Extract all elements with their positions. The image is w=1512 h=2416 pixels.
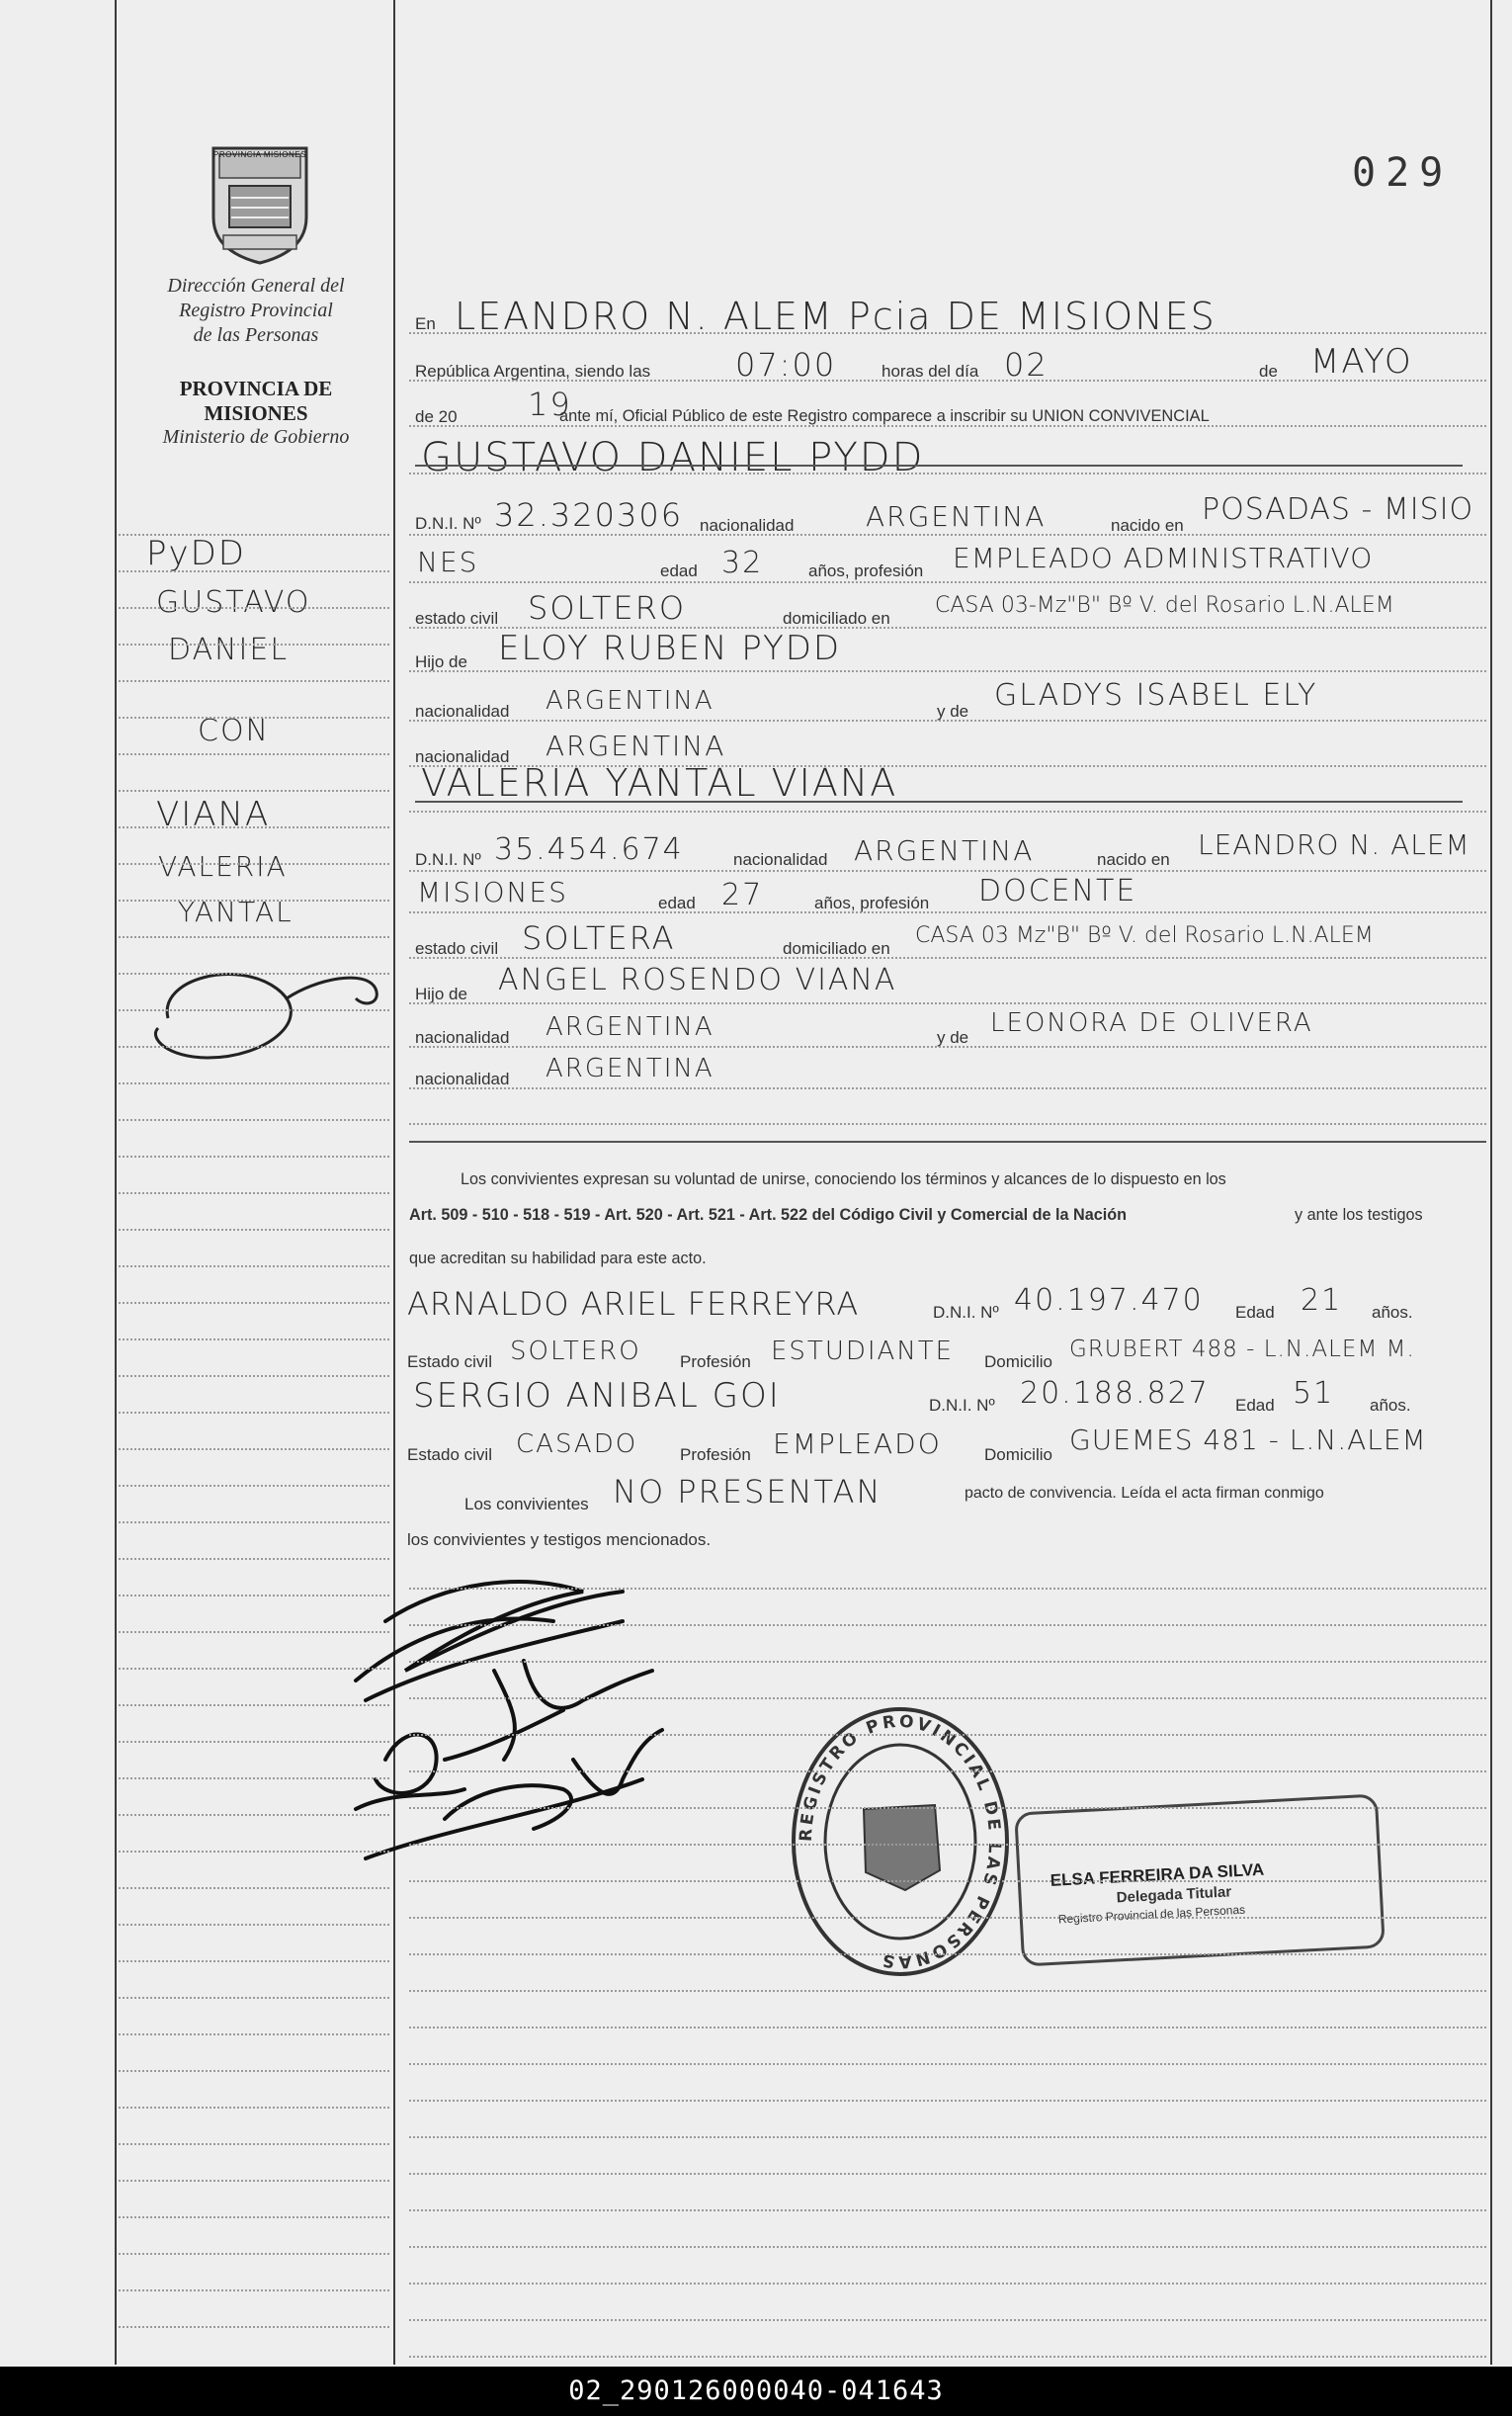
margin-note-1: PyDD (146, 534, 246, 573)
label-p2-address: domiciliado en (783, 939, 890, 958)
form-dotted-line (409, 473, 1486, 475)
margin-dotted-line (119, 2180, 389, 2182)
form-dotted-line (409, 765, 1486, 767)
margin-dotted-line (119, 973, 389, 975)
center-margin-rule (393, 0, 395, 2365)
province-line-1: PROVINCIA DE (179, 377, 333, 400)
margin-dotted-line (119, 1485, 389, 1487)
act-day: 02 (1004, 346, 1049, 384)
p1-father-nationality: ARGENTINA (546, 686, 714, 716)
p2-mother: LEONORA DE OLIVERA (990, 1008, 1313, 1038)
p2-nationality: ARGENTINA (854, 834, 1035, 867)
form-dotted-line (409, 1087, 1486, 1089)
margin-dotted-line (119, 2070, 389, 2072)
agency-line-3: de las Personas (193, 324, 319, 346)
w1-profession: ESTUDIANTE (771, 1337, 955, 1366)
label-w1-profession: Profesión (680, 1352, 751, 1371)
form-dotted-line (409, 1880, 1486, 1882)
margin-note-4: CON (198, 714, 271, 748)
p1-mother-nationality: ARGENTINA (546, 730, 726, 762)
margin-dotted-line (119, 1851, 389, 1853)
w1-civil-status: SOLTERO (510, 1337, 641, 1366)
margin-dotted-line (119, 1887, 389, 1889)
label-w1-anos: años. (1372, 1303, 1413, 1322)
left-margin-rule (115, 0, 117, 2365)
form-dotted-line (409, 425, 1486, 427)
name-underline (415, 801, 1463, 803)
p1-father: ELOY RUBEN PYDD (498, 629, 842, 668)
stamp-official-name: ELSA FERREIRA DA SILVA (1050, 1859, 1265, 1890)
label-p2-birthplace: nacido en (1097, 850, 1170, 869)
margin-dotted-line (119, 863, 389, 865)
w2-dni: 20.188.827 (1020, 1376, 1210, 1411)
margin-dotted-line (119, 1046, 389, 1048)
label-w2-age: Edad (1235, 1396, 1275, 1415)
p1-dni: 32.320306 (494, 496, 684, 534)
form-dotted-line (409, 1046, 1486, 1048)
margin-dotted-line (119, 900, 389, 902)
p1-nationality: ARGENTINA (866, 500, 1047, 533)
label-p1-dni: D.N.I. Nº (415, 514, 481, 533)
logo-text: PROVINCIA MISIONES (213, 150, 306, 159)
label-p1-nationality: nacionalidad (700, 516, 795, 535)
act-year: 19 (528, 386, 572, 423)
margin-dotted-line (119, 1741, 389, 1743)
form-dotted-line (409, 581, 1486, 583)
form-dotted-line (409, 2209, 1486, 2211)
form-dotted-line (409, 2136, 1486, 2138)
voluntad-line-2: Art. 509 - 510 - 518 - 519 - Art. 520 - Art. 521 - Art. 522 del Código Civil y Comercial de la Nación (409, 1206, 1127, 1224)
label-p2-nationality: nacionalidad (733, 850, 828, 869)
label-w1-address: Domicilio (984, 1352, 1052, 1371)
label-p2-mother: y de (937, 1028, 969, 1047)
label-w2-civil: Estado civil (407, 1445, 492, 1464)
label-p1-address: domiciliado en (783, 609, 890, 628)
label-p2-dni: D.N.I. Nº (415, 850, 481, 869)
p2-mother-nationality: ARGENTINA (546, 1054, 714, 1083)
form-dotted-line (409, 870, 1486, 872)
label-p1-mother: y de (937, 702, 969, 721)
form-dotted-line (409, 2173, 1486, 2175)
w2-civil-status: CASADO (516, 1429, 638, 1459)
agency-line-2: Registro Provincial (179, 300, 333, 321)
signatures (326, 1562, 761, 1888)
p2-profession: DOCENTE (978, 874, 1137, 908)
margin-dotted-line (119, 1192, 389, 1194)
label-w1-age: Edad (1235, 1303, 1275, 1322)
label-w2-address: Domicilio (984, 1445, 1052, 1464)
stamp-official-title: Delegada Titular (1116, 1883, 1232, 1907)
form-dotted-line (409, 957, 1486, 959)
page-number: 029 (1352, 150, 1454, 196)
margin-dotted-line (119, 1265, 389, 1267)
label-p2-father: Hijo de (415, 985, 467, 1003)
label-en: En (415, 314, 436, 333)
label-p1-father: Hijo de (415, 652, 467, 671)
voluntad-line-3: que acreditan su habilidad para este acto. (409, 1250, 707, 1267)
label-p1-father-nat: nacionalidad (415, 702, 510, 721)
form-dotted-line (409, 1123, 1486, 1125)
margin-dotted-line (119, 717, 389, 719)
form-dotted-line (409, 1844, 1486, 1846)
p1-birthplace: POSADAS - MISIO (1202, 492, 1474, 527)
w2-age: 51 (1293, 1376, 1335, 1411)
margin-dotted-line (119, 1960, 389, 1962)
form-dotted-line (409, 332, 1486, 334)
voluntad-line-1: Los convivientes expresan su voluntad de unirse, conociendo los términos y alcances de lo dispuesto en los (461, 1170, 1226, 1188)
margin-dotted-line (119, 680, 389, 682)
margin-dotted-line (119, 1631, 389, 1633)
voluntad-line-2-tail: y ante los testigos (1295, 1206, 1423, 1224)
margin-dotted-line (119, 2143, 389, 2145)
margin-dotted-line (119, 1302, 389, 1304)
label-p1-mother-nat: nacionalidad (415, 747, 510, 766)
act-pacto: NO PRESENTAN (613, 1473, 882, 1510)
label-horas-del-dia: horas del día (882, 362, 979, 381)
form-dotted-line (409, 1953, 1486, 1955)
p2-age: 27 (721, 878, 764, 912)
margin-dotted-line (119, 534, 389, 536)
margin-dotted-line (119, 1521, 389, 1523)
margin-dotted-line (119, 1229, 389, 1231)
form-dotted-line (409, 534, 1486, 536)
margin-dotted-line (119, 2289, 389, 2291)
label-closing: los convivientes y testigos mencionados. (407, 1530, 712, 1549)
form-dotted-line (409, 2356, 1486, 2358)
form-dotted-line (409, 2063, 1486, 2065)
margin-dotted-line (119, 1814, 389, 1816)
p1-civil-status: SOLTERO (528, 589, 687, 627)
act-time: 07:00 (735, 346, 837, 384)
label-p1-profession: años, profesión (808, 561, 924, 580)
form-dotted-line (409, 670, 1486, 672)
label-p2-father-nat: nacionalidad (415, 1028, 510, 1047)
province-line-2: MISIONES (204, 401, 308, 425)
label-p1-civil: estado civil (415, 609, 499, 628)
margin-dotted-line (119, 570, 389, 572)
margin-dotted-line (119, 2033, 389, 2035)
p2-father: ANGEL ROSENDO VIANA (498, 963, 897, 997)
margin-dotted-line (119, 1412, 389, 1414)
margin-dotted-line (119, 826, 389, 828)
form-dotted-line (409, 627, 1486, 629)
p1-profession: EMPLEADO ADMINISTRATIVO (953, 542, 1374, 574)
form-dotted-line (409, 1661, 1486, 1663)
label-p2-age: edad (658, 894, 696, 912)
margin-dotted-line (119, 1082, 389, 1084)
p2-birthplace: LEANDRO N. ALEM (1198, 828, 1470, 861)
p2-name: VALERIA YANTAL VIANA (421, 761, 898, 805)
section-separator (409, 1141, 1486, 1143)
form-dotted-line (409, 1917, 1486, 1919)
label-de-20: de 20 (415, 407, 458, 426)
form-dotted-line (409, 811, 1486, 813)
p2-civil-status: SOLTERA (522, 919, 676, 957)
label-w2-anos: años. (1370, 1396, 1411, 1415)
p2-dni: 35.454.674 (494, 832, 684, 867)
w2-profession: EMPLEADO (773, 1427, 942, 1460)
margin-note-7: YANTAL (178, 896, 294, 928)
margin-dotted-line (119, 1375, 389, 1377)
p2-father-nationality: ARGENTINA (546, 1012, 714, 1042)
margin-dotted-line (119, 1595, 389, 1596)
p1-address: CASA 03-Mz"B" Bº V. del Rosario L.N.ALEM (935, 593, 1394, 618)
form-dotted-line (409, 1807, 1486, 1809)
margin-dotted-line (119, 2107, 389, 2109)
form-dotted-line (409, 380, 1486, 382)
w1-dni: 40.197.470 (1014, 1283, 1204, 1318)
form-dotted-line (409, 1624, 1486, 1626)
margin-dotted-line (119, 1777, 389, 1779)
margin-dotted-line (119, 2253, 389, 2255)
form-dotted-line (409, 2283, 1486, 2285)
document-id-footer: 02_290126000040-041643 (0, 2367, 1512, 2416)
p1-name: GUSTAVO DANIEL PYDD (421, 435, 925, 480)
label-p2-profession: años, profesión (814, 894, 930, 912)
form-dotted-line (409, 1770, 1486, 1772)
margin-dotted-line (119, 1997, 389, 1999)
form-dotted-line (409, 1734, 1486, 1736)
w1-age: 21 (1301, 1283, 1343, 1318)
label-w2-profession: Profesión (680, 1445, 751, 1464)
p2-birthplace-cont: MISIONES (417, 876, 568, 908)
margin-dotted-line (119, 607, 389, 609)
label-w1-civil: Estado civil (407, 1352, 492, 1371)
p1-mother: GLADYS ISABEL ELY (994, 678, 1318, 713)
label-pacto-tail: pacto de convivencia. Leída el acta firman conmigo (965, 1485, 1324, 1502)
margin-dotted-line (119, 1448, 389, 1450)
form-dotted-line (409, 1990, 1486, 1992)
form-dotted-line (409, 1002, 1486, 1004)
label-los-convivientes: Los convivientes (464, 1495, 589, 1513)
form-dotted-line (409, 2100, 1486, 2102)
margin-note-5: VIANA (156, 795, 271, 834)
label-ante-mi: ante mí, Oficial Público de este Registro comparece a inscribir su UNION CONVIVENCIAL (559, 407, 1210, 425)
form-dotted-line (409, 1588, 1486, 1590)
label-republica: República Argentina, siendo las (415, 362, 651, 381)
logo-label-top (211, 150, 308, 159)
form-dotted-line (409, 2319, 1486, 2321)
margin-dotted-line (119, 1668, 389, 1670)
margin-dotted-line (119, 936, 389, 938)
p1-age: 32 (721, 546, 764, 580)
label-p2-civil: estado civil (415, 939, 499, 958)
w1-address: GRUBERT 488 - L.N.ALEM M. (1069, 1337, 1415, 1362)
label-w2-dni: D.N.I. Nº (929, 1396, 995, 1415)
round-seal-text: REGISTRO PROVINCIAL DE LAS PERSONAS (796, 1711, 1005, 1972)
margin-dotted-line (119, 1156, 389, 1158)
label-p1-age: edad (660, 561, 698, 580)
ministry-name: Ministerio de Gobierno (162, 426, 350, 448)
p2-address: CASA 03 Mz"B" Bº V. del Rosario L.N.ALEM (915, 923, 1374, 948)
form-dotted-line (409, 2246, 1486, 2248)
label-de-month: de (1259, 362, 1278, 381)
w2-address: GUEMES 481 - L.N.ALEM (1069, 1424, 1427, 1456)
form-dotted-line (409, 1697, 1486, 1699)
w1-name: ARNALDO ARIEL FERREYRA (407, 1285, 860, 1323)
right-margin-rule (1490, 0, 1492, 2365)
label-p2-mother-nat: nacionalidad (415, 1070, 510, 1088)
p1-birthplace-cont: NES (417, 546, 479, 578)
margin-dotted-line (119, 644, 389, 646)
margin-note-6: VALERIA (158, 850, 288, 883)
margin-signature (148, 959, 385, 1068)
margin-dotted-line (119, 1338, 389, 1340)
margin-dotted-line (119, 1119, 389, 1121)
margin-note-3: DANIEL (168, 633, 290, 667)
stamp-official-office: Registro Provincial de las Personas (1057, 1902, 1246, 1927)
margin-dotted-line (119, 1009, 389, 1011)
margin-dotted-line (119, 2216, 389, 2218)
margin-note-2: GUSTAVO (156, 585, 311, 620)
name-underline (415, 465, 1463, 467)
w2-name: SERGIO ANIBAL GOI (413, 1376, 781, 1416)
form-dotted-line (409, 2027, 1486, 2028)
margin-dotted-line (119, 1558, 389, 1560)
agency-line-1: Dirección General del (167, 275, 345, 297)
form-dotted-line (409, 720, 1486, 722)
label-p1-birthplace: nacido en (1111, 516, 1184, 535)
margin-dotted-line (119, 1924, 389, 1926)
form-dotted-line (409, 911, 1486, 913)
margin-dotted-line (119, 790, 389, 792)
round-seal (787, 1702, 1014, 1981)
margin-dotted-line (119, 2326, 389, 2328)
province-logo (206, 140, 314, 267)
label-w1-dni: D.N.I. Nº (933, 1303, 999, 1322)
act-month: MAYO (1310, 342, 1413, 382)
act-place: LEANDRO N. ALEM Pcia DE MISIONES (455, 295, 1217, 338)
margin-dotted-line (119, 1704, 389, 1706)
margin-dotted-line (119, 753, 389, 755)
